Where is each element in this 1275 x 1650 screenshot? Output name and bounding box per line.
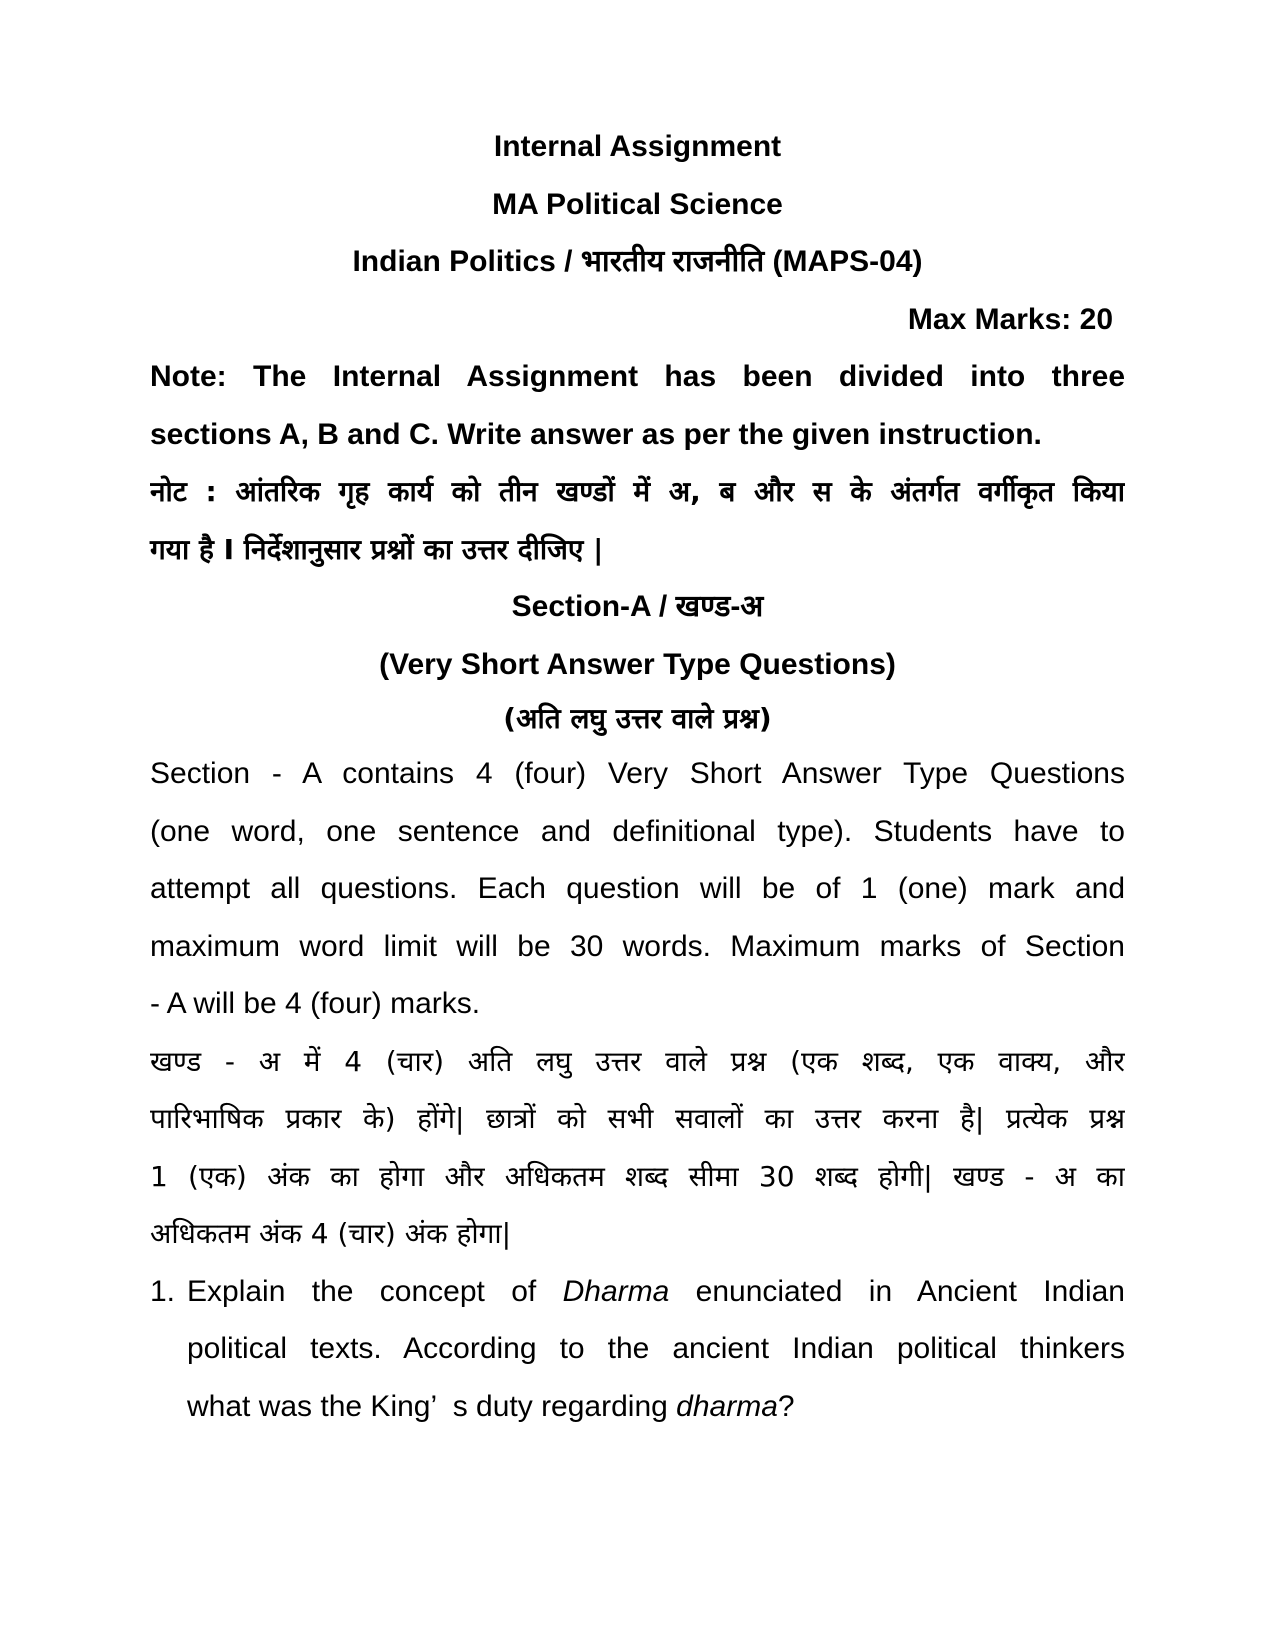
- program-name: MA Political Science: [492, 187, 783, 221]
- question-1-text-1a: Explain the concept of: [187, 1274, 563, 1308]
- assignment-page: [150, 118, 1125, 1435]
- document-title: Internal Assignment: [493, 130, 782, 163]
- question-1-text-1b: enunciated in Ancient Indian: [669, 1274, 1125, 1308]
- instructions-hi-line-2: पारिभाषिक प्रकार के) होंगे| छात्रों को सभी सवालों का उत्तर करना है| प्रत्येक प्रश्न: [150, 1102, 1125, 1135]
- instructions-en-line-4: maximum word limit will be 30 words. Maximum marks of Section: [150, 929, 1125, 963]
- instructions-en-line-1: Section - A contains 4 (four) Very Short Answer Type Questions: [150, 757, 1125, 790]
- max-marks: Max Marks: 20: [907, 302, 1113, 336]
- note-en-line-1: Note: The Internal Assignment has been divided into three: [150, 360, 1125, 393]
- section-a-subheading-hi: (अति लघु उत्तर वाले प्रश्न): [503, 702, 772, 735]
- question-1-term-dharma-2: dharma: [676, 1389, 778, 1423]
- question-1-line-1: [150, 1263, 1125, 1321]
- instructions-hi-line-3: 1 (एक) अंक का होगा और अधिकतम शब्द सीमा 30 शब्द होगी| खण्ड - अ का: [150, 1159, 1125, 1193]
- note-hi-line-1: नोट : आंतरिक गृह कार्य को तीन खण्डों में अ, ब और स के अंतर्गत वर्गीकृत किया: [150, 475, 1125, 508]
- question-1-line-2: political texts. According to the ancient Indian political thinkers: [187, 1332, 1125, 1365]
- section-a-subheading-en: (Very Short Answer Type Questions): [379, 647, 896, 681]
- question-1-term-dharma: Dharma: [562, 1274, 670, 1308]
- course-title: Indian Politics / भारतीय राजनीति (MAPS-04): [352, 245, 923, 278]
- note-en-line-2: sections A, B and C. Write answer as per the given instruction.: [150, 417, 1042, 451]
- instructions-hi-line-4: अधिकतम अंक 4 (चार) अंक होगा|: [150, 1217, 512, 1250]
- question-1-text-1: [187, 1263, 1125, 1321]
- question-1-text-3b: ?: [777, 1389, 795, 1423]
- instructions-en-line-2: (one word, one sentence and definitional type). Students have to: [150, 814, 1125, 848]
- question-1-line-3: [150, 1378, 1125, 1436]
- question-1-text-3a: what was the King’ s duty regarding: [187, 1389, 677, 1423]
- instructions-en-line-3: attempt all questions. Each question will be of 1 (one) mark and: [150, 872, 1125, 905]
- question-number: 1.: [150, 1274, 176, 1308]
- instructions-en-line-5: - A will be 4 (four) marks.: [150, 987, 481, 1020]
- section-a-heading: Section-A / खण्ड-अ: [511, 590, 764, 623]
- instructions-hi-line-1: खण्ड - अ में 4 (चार) अति लघु उत्तर वाले प्रश्न (एक शब्द, एक वाक्य, और: [150, 1044, 1125, 1078]
- note-hi-line-2: गया है I निर्देशानुसार प्रश्नों का उत्तर दीजिए |: [150, 532, 604, 566]
